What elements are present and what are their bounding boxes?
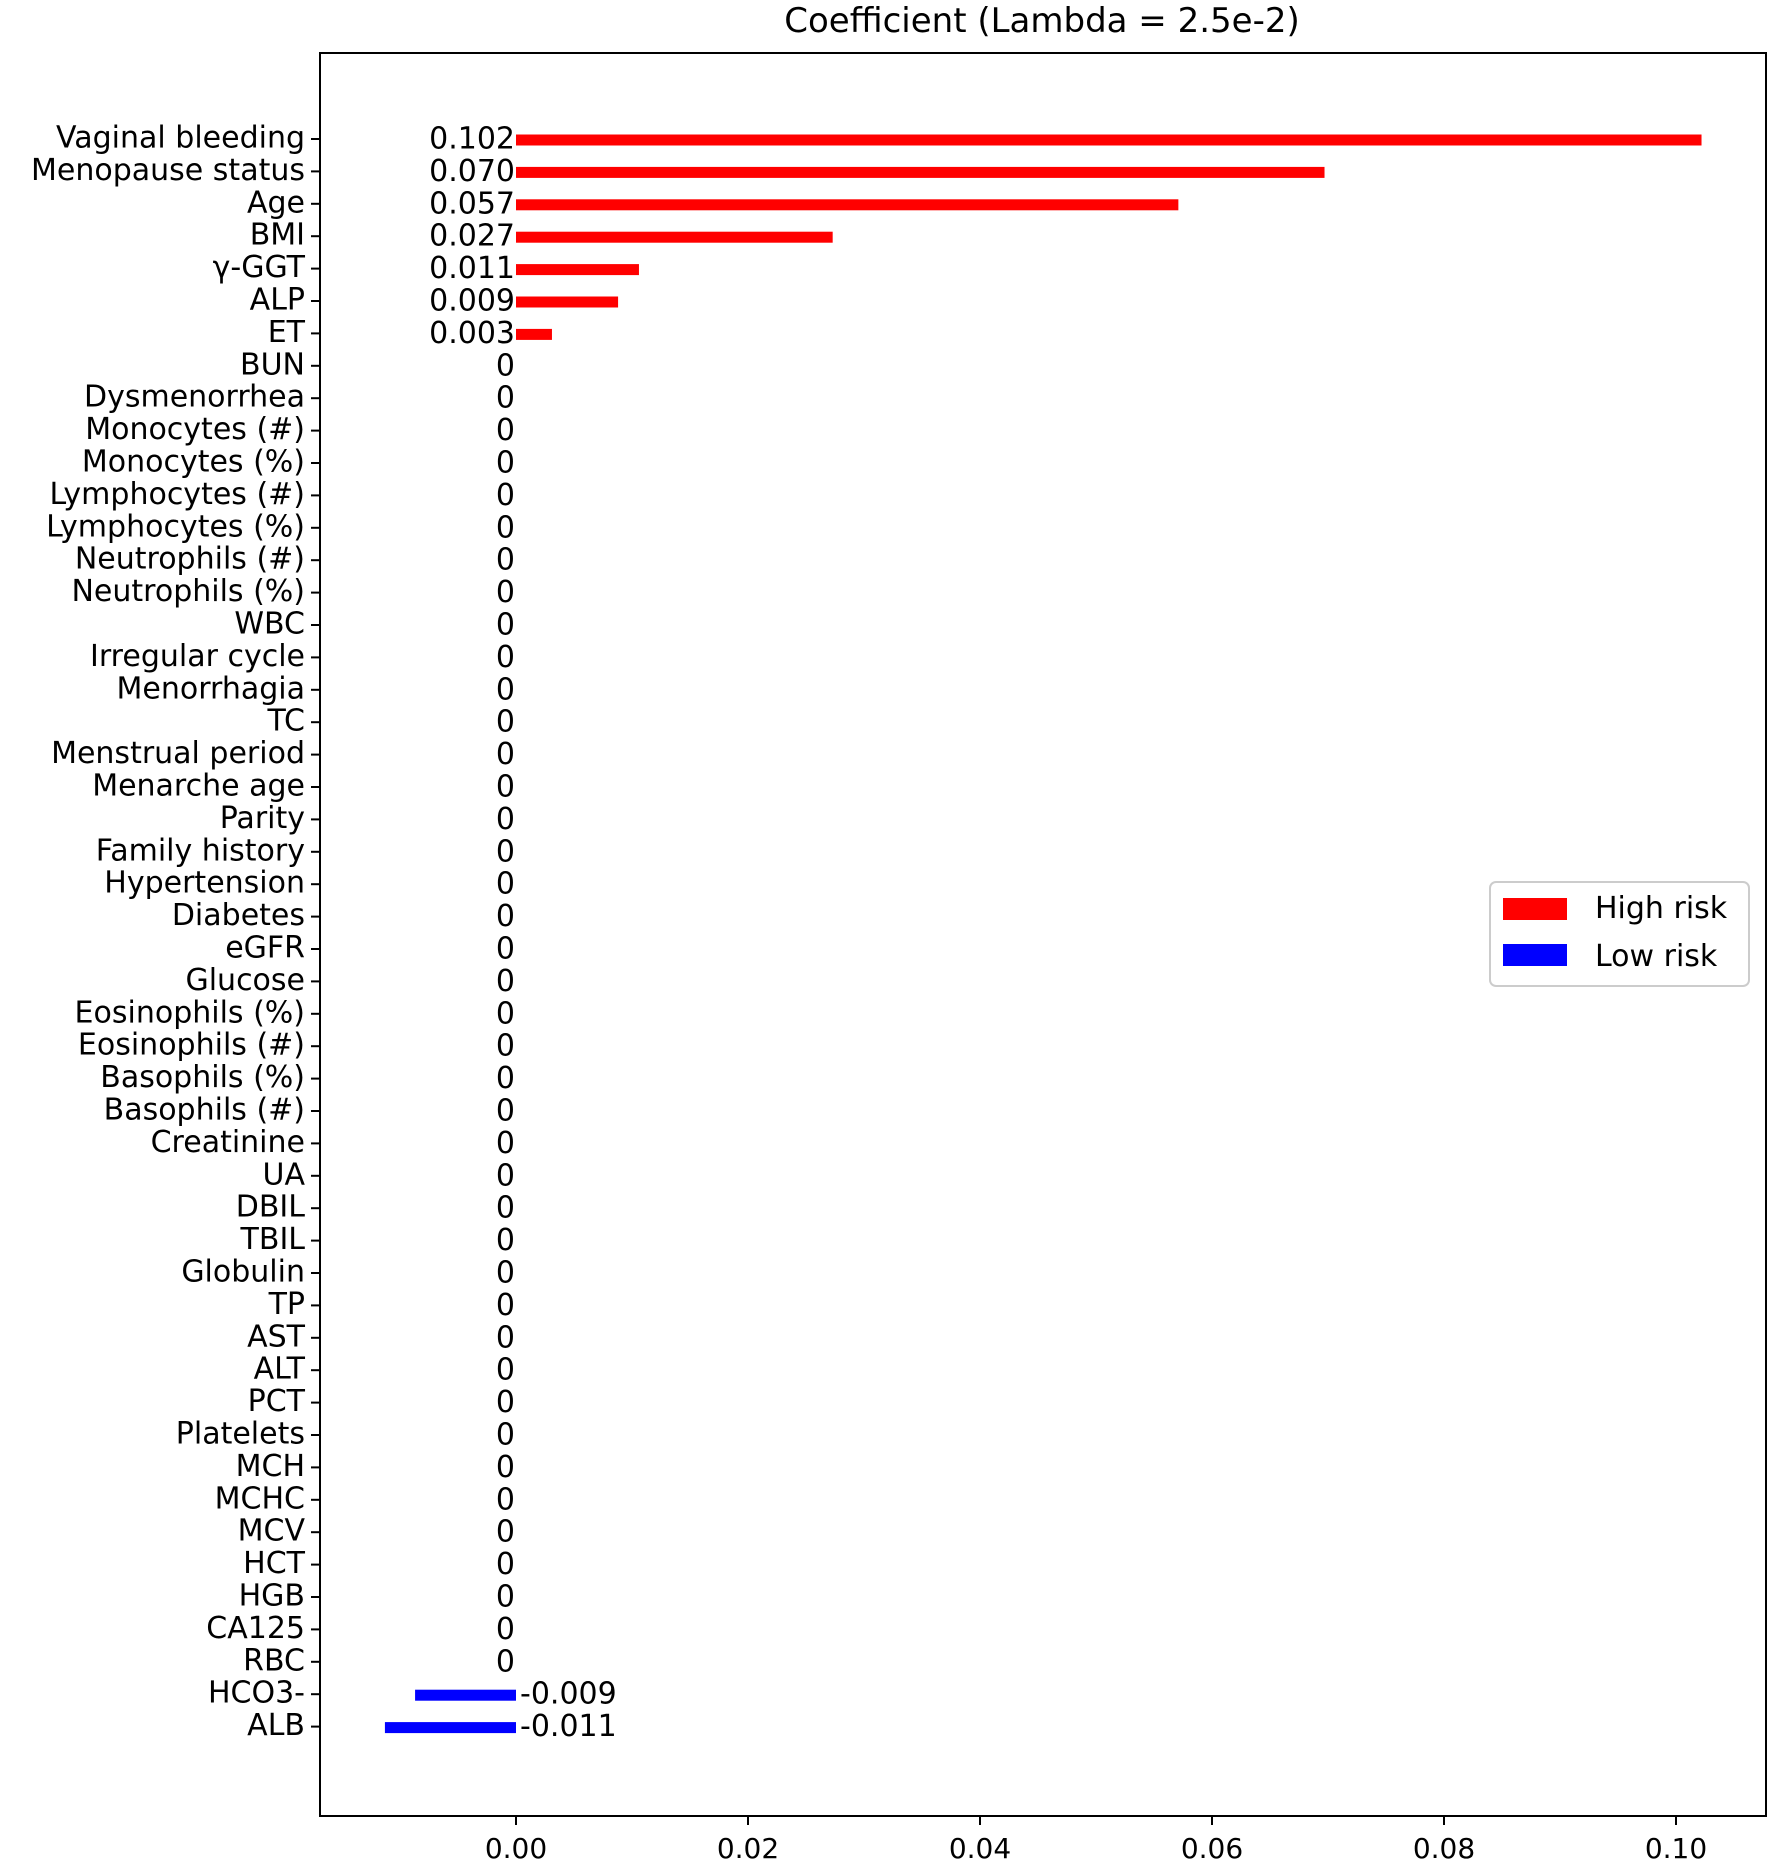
data-label: 0 [495, 1287, 515, 1323]
legend [1490, 882, 1749, 986]
data-label: -0.011 [520, 1709, 617, 1745]
data-label: 0 [495, 607, 515, 643]
data-label: 0 [495, 1385, 515, 1421]
data-label: 0.011 [429, 251, 515, 287]
bar [516, 264, 639, 275]
data-label: 0 [495, 1158, 515, 1194]
data-label: 0 [495, 510, 515, 546]
data-label: 0 [495, 963, 515, 999]
data-label: 0 [495, 1320, 515, 1356]
data-label: 0 [495, 413, 515, 449]
data-label: 0 [495, 1093, 515, 1129]
data-label: 0 [495, 1514, 515, 1550]
y-tick-label: eGFR [225, 930, 305, 966]
data-label: 0 [495, 1547, 515, 1583]
data-label: 0 [495, 1449, 515, 1485]
data-label: 0 [495, 1611, 515, 1647]
bar [415, 1690, 516, 1701]
y-tick-label: Vaginal bleeding [56, 120, 305, 156]
y-tick-label: ET [267, 314, 305, 350]
y-tick-label: Irregular cycle [90, 638, 305, 674]
y-tick-label: Platelets [175, 1416, 305, 1452]
y-tick-label: ALP [249, 282, 305, 318]
data-label: 0 [495, 1417, 515, 1453]
y-tick-label: Monocytes (%) [81, 444, 305, 480]
data-label: 0 [495, 931, 515, 967]
data-label: 0.027 [429, 218, 515, 254]
bar [516, 232, 833, 243]
data-label: 0 [495, 704, 515, 740]
y-tick-label: HGB [238, 1578, 305, 1614]
data-label: 0.003 [429, 315, 515, 351]
data-label: 0 [495, 477, 515, 513]
y-tick-label: HCT [243, 1546, 305, 1582]
data-label: 0 [495, 575, 515, 611]
data-label: 0 [495, 1579, 515, 1615]
y-tick-label: Diabetes [171, 898, 305, 934]
data-label: 0 [495, 801, 515, 837]
y-tick-label: MCH [235, 1448, 305, 1484]
data-label: 0 [495, 1061, 515, 1097]
y-tick-label: PCT [247, 1384, 305, 1420]
legend-swatch-low-risk [1503, 944, 1567, 966]
data-label: 0 [495, 996, 515, 1032]
y-tick-label: TBIL [240, 1222, 305, 1258]
y-tick-label: CA125 [206, 1610, 305, 1646]
data-label: 0.102 [429, 121, 515, 157]
data-label: 0.070 [429, 153, 515, 189]
y-tick-label: Basophils (%) [100, 1060, 305, 1096]
data-label: 0 [495, 769, 515, 805]
y-tick-label: RBC [243, 1643, 305, 1679]
y-tick-label: Menstrual period [51, 736, 305, 772]
bar [516, 167, 1325, 178]
data-labels [429, 122, 617, 1745]
y-tick-label: ALB [247, 1708, 305, 1744]
x-axis [485, 1816, 1707, 1865]
y-tick-label: AST [247, 1319, 305, 1355]
x-tick-label: 0.10 [1644, 1832, 1708, 1865]
y-axis-labels [31, 121, 320, 1744]
data-label: 0 [495, 737, 515, 773]
y-tick-label: Parity [219, 800, 305, 836]
x-tick-label: 0.00 [484, 1832, 548, 1865]
y-tick-label: HCO3- [207, 1675, 305, 1711]
y-tick-label: BMI [249, 217, 305, 253]
y-tick-label: Glucose [185, 962, 305, 998]
y-tick-label: Menopause status [31, 152, 305, 188]
data-label: 0 [495, 1352, 515, 1388]
data-label: 0 [495, 834, 515, 870]
legend-label-high-risk: High risk [1595, 891, 1728, 926]
data-label: 0 [495, 1125, 515, 1161]
y-tick-label: BUN [240, 347, 305, 383]
y-tick-label: Eosinophils (%) [74, 995, 305, 1031]
y-tick-label: Eosinophils (#) [77, 1027, 305, 1063]
x-tick-label: 0.02 [716, 1832, 780, 1865]
legend-swatch-high-risk [1503, 898, 1567, 920]
y-tick-label: Neutrophils (%) [71, 574, 305, 610]
y-tick-label: Dysmenorrhea [83, 379, 305, 415]
chart-title: Coefficient (Lambda = 2.5e-2) [784, 1, 1300, 41]
data-label: 0 [495, 1190, 515, 1226]
bar [516, 329, 552, 340]
data-label: 0 [495, 672, 515, 708]
y-tick-label: Monocytes (#) [85, 412, 305, 448]
y-tick-label: Hypertension [104, 865, 305, 901]
y-tick-label: DBIL [235, 1189, 305, 1225]
data-label: 0 [495, 542, 515, 578]
y-tick-label: Basophils (#) [103, 1092, 305, 1128]
y-tick-label: WBC [234, 606, 305, 642]
x-tick-label: 0.04 [948, 1832, 1012, 1865]
data-label: -0.009 [520, 1676, 617, 1712]
y-tick-label: MCHC [214, 1481, 305, 1517]
data-label: 0 [495, 1028, 515, 1064]
bar [385, 1722, 516, 1733]
bar [516, 199, 1178, 210]
y-tick-label: Neutrophils (#) [74, 541, 305, 577]
data-label: 0 [495, 1223, 515, 1259]
y-tick-label: Lymphocytes (%) [46, 509, 305, 545]
y-tick-label: γ-GGT [212, 250, 305, 286]
y-tick-label: Family history [95, 833, 305, 869]
y-tick-label: ALT [253, 1351, 305, 1387]
data-label: 0 [495, 380, 515, 416]
y-tick-label: Age [246, 185, 305, 221]
data-label: 0 [495, 348, 515, 384]
y-tick-label: TC [267, 703, 305, 739]
y-tick-label: Menorrhagia [116, 671, 305, 707]
bar [516, 297, 618, 308]
bar [516, 135, 1702, 146]
y-tick-label: MCV [237, 1513, 305, 1549]
legend-label-low-risk: Low risk [1595, 939, 1718, 974]
data-label: 0 [495, 866, 515, 902]
x-tick-label: 0.08 [1412, 1832, 1476, 1865]
data-label: 0.057 [429, 186, 515, 222]
data-label: 0 [495, 1644, 515, 1680]
data-label: 0 [495, 1482, 515, 1518]
y-tick-label: Globulin [181, 1254, 305, 1290]
x-tick-label: 0.06 [1180, 1832, 1244, 1865]
data-label: 0 [495, 445, 515, 481]
y-tick-label: TP [268, 1286, 305, 1322]
data-label: 0.009 [429, 283, 515, 319]
data-label: 0 [495, 1255, 515, 1291]
y-tick-label: UA [262, 1157, 305, 1193]
y-tick-label: Menarche age [92, 768, 305, 804]
y-tick-label: Lymphocytes (#) [49, 476, 305, 512]
data-label: 0 [495, 639, 515, 675]
y-tick-label: Creatinine [150, 1124, 305, 1160]
data-label: 0 [495, 899, 515, 935]
